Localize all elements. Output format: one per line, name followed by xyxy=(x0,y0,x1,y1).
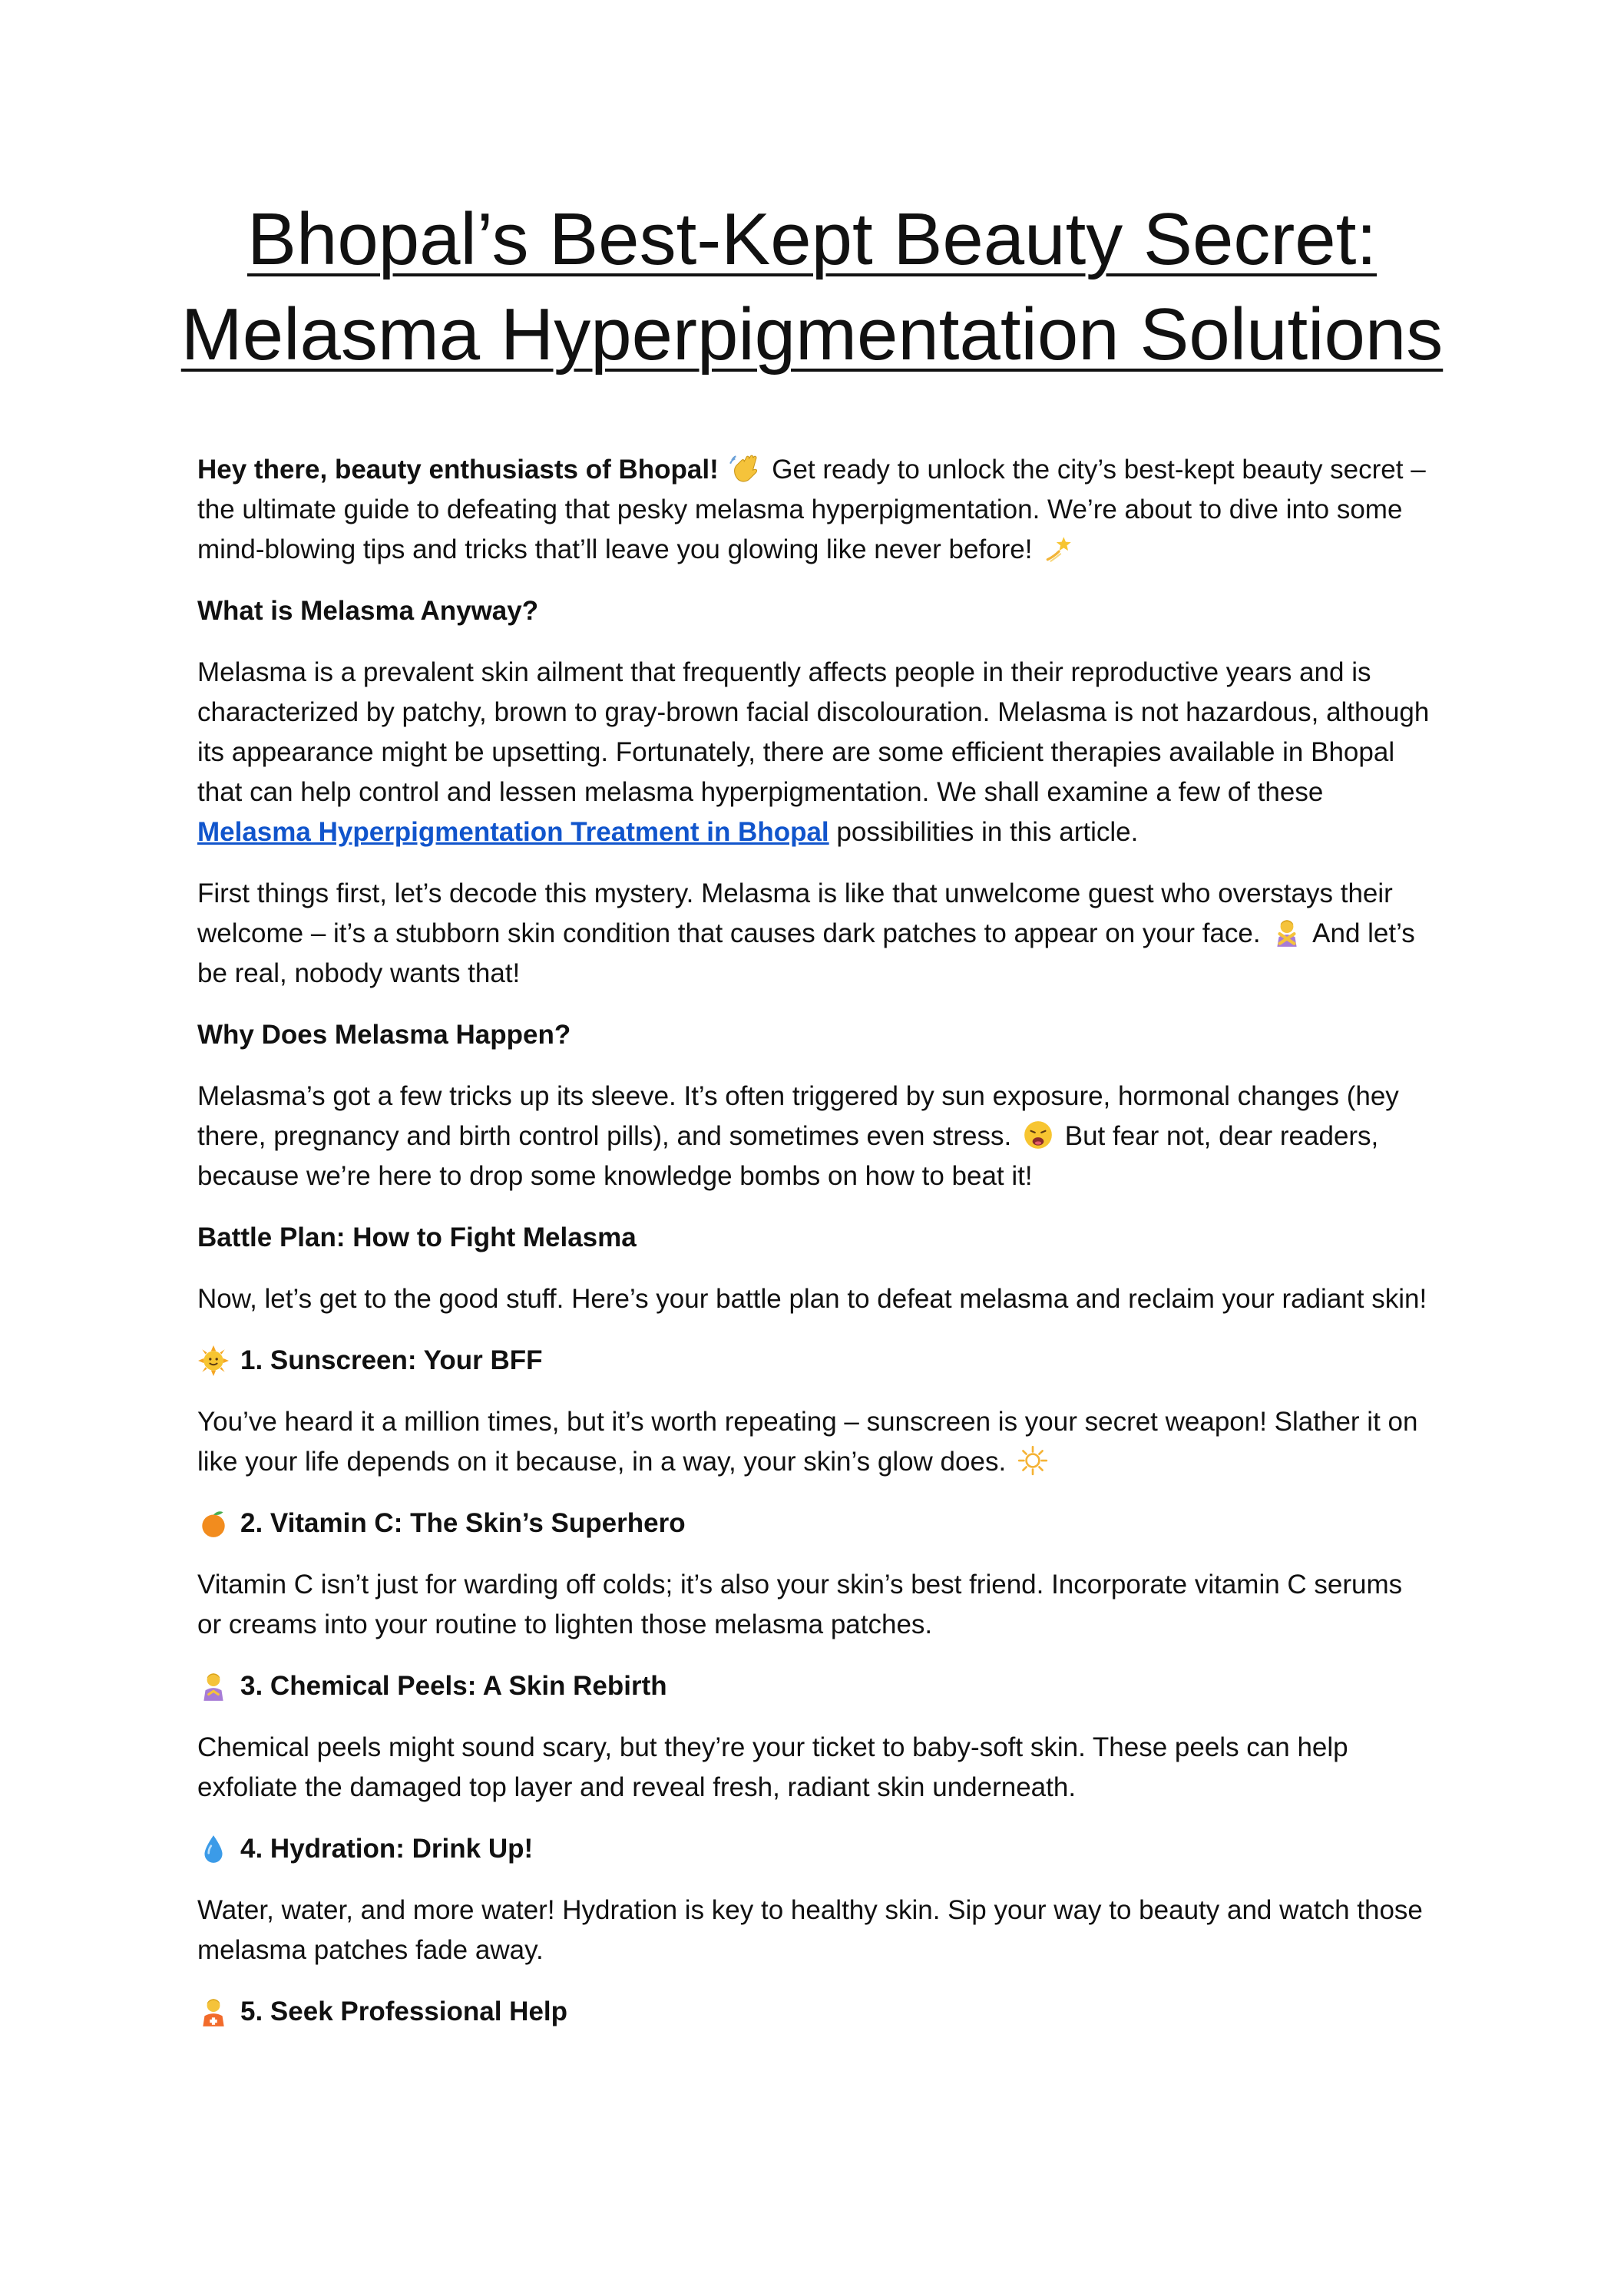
what-is-paragraph-2 xyxy=(197,874,1434,994)
what-is-text-after-link: possibilities in this article. xyxy=(836,817,1139,847)
tip-1-text: You’ve heard it a million times, but it’s worth repeating – sunscreen is your secret weapon! Slather it on like your life depends on it because, in a way, your skin’s glow does. xyxy=(197,1407,1418,1477)
page-title xyxy=(123,192,1501,382)
why-paragraph xyxy=(197,1077,1434,1196)
health-worker-icon xyxy=(197,1996,230,2028)
intro-text: Get ready to unlock the city’s best-kept beauty secret – the ultimate guide to defeating that pesky melasma hyperpigmentation. We’re about to dive into some mind-blowing tips and tricks that’ll leave you glowing like never before! xyxy=(197,455,1426,564)
tip-5-heading-row xyxy=(197,1992,1434,2032)
orange-icon xyxy=(197,1507,230,1540)
tip-3-heading: 3. Chemical Peels: A Skin Rebirth xyxy=(240,1671,667,1701)
intro-paragraph xyxy=(197,450,1434,570)
tip-4-text: Water, water, and more water! Hydration is key to healthy skin. Sip your way to beauty and watch those melasma patches fade away. xyxy=(197,1895,1423,1965)
tip-1-heading-row xyxy=(197,1341,1434,1381)
waving-hand-icon xyxy=(729,452,761,485)
droplet-icon xyxy=(197,1833,230,1865)
weary-face-icon xyxy=(1022,1119,1054,1151)
title-line-1: Bhopal’s Best-Kept Beauty Secret: xyxy=(246,198,1378,280)
tip-2-text: Vitamin C isn’t just for warding off colds; it’s also your skin’s best friend. Incorporate vitamin C serums or creams into your routine to lighten those melasma patches. xyxy=(197,1570,1403,1639)
sun-icon xyxy=(1017,1444,1049,1477)
why-text-1: Melasma’s got a few tricks up its sleeve. It’s often triggered by sun exposure, hormonal changes (hey there, pregnancy and birth control pills), and sometimes even stress. xyxy=(197,1081,1399,1151)
tip-5-heading: 5. Seek Professional Help xyxy=(240,1997,568,2026)
heading-what-is-melasma: What is Melasma Anyway? xyxy=(197,596,539,626)
dizzy-star-icon xyxy=(1043,532,1075,564)
what-is-paragraph-1 xyxy=(197,653,1434,852)
battle-paragraph: Now, let’s get to the good stuff. Here’s your battle plan to defeat melasma and reclaim your radiant skin! xyxy=(197,1284,1427,1314)
tip-2-heading: 2. Vitamin C: The Skin’s Superhero xyxy=(240,1508,686,1538)
heading-battle-plan: Battle Plan: How to Fight Melasma xyxy=(197,1222,637,1252)
article-body xyxy=(197,450,1434,2053)
person-icon xyxy=(197,1670,230,1702)
sun-with-face-icon xyxy=(197,1345,230,1377)
tip-3-text: Chemical peels might sound scary, but they’re your ticket to baby-soft skin. These peels can help exfoliate the damaged top layer and reveal fresh, radiant skin underneath. xyxy=(197,1732,1348,1802)
tip-4-heading: 4. Hydration: Drink Up! xyxy=(240,1834,534,1864)
what-is-text-before-link: Melasma is a prevalent skin ailment that frequently affects people in their reproductive years and is characterized by patchy, brown to gray-brown facial discolouration. Melasma is not hazardous, although its appearance might be upsetting. Fortunately, there are some efficient therapies available in Bhopal that can help control and lessen melasma hyperpigmentation. We shall examine a few of these xyxy=(197,657,1430,807)
heading-why-melasma: Why Does Melasma Happen? xyxy=(197,1020,571,1050)
tip-1-text-row xyxy=(197,1402,1434,1482)
why-text-2: But fear not, dear readers, because we’re here to drop some knowledge bombs on how to beat it! xyxy=(197,1121,1379,1191)
tip-3-heading-row xyxy=(197,1666,1434,1706)
person-gesturing-no-icon xyxy=(1271,916,1303,948)
what-is-p2-text-1: First things first, let’s decode this mystery. Melasma is like that unwelcome guest who overstays their welcome – it’s a stubborn skin condition that causes dark patches to appear on your face. xyxy=(197,878,1393,948)
intro-greeting: Hey there, beauty enthusiasts of Bhopal! xyxy=(197,455,719,485)
title-line-2: Melasma Hyperpigmentation Solutions xyxy=(180,293,1444,375)
what-is-p2-text-2: And let’s be real, nobody wants that! xyxy=(197,918,1415,988)
tip-1-heading: 1. Sunscreen: Your BFF xyxy=(240,1345,543,1375)
treatment-link[interactable]: Melasma Hyperpigmentation Treatment in Bhopal xyxy=(197,817,829,847)
tip-2-heading-row xyxy=(197,1504,1434,1543)
tip-4-heading-row xyxy=(197,1829,1434,1869)
